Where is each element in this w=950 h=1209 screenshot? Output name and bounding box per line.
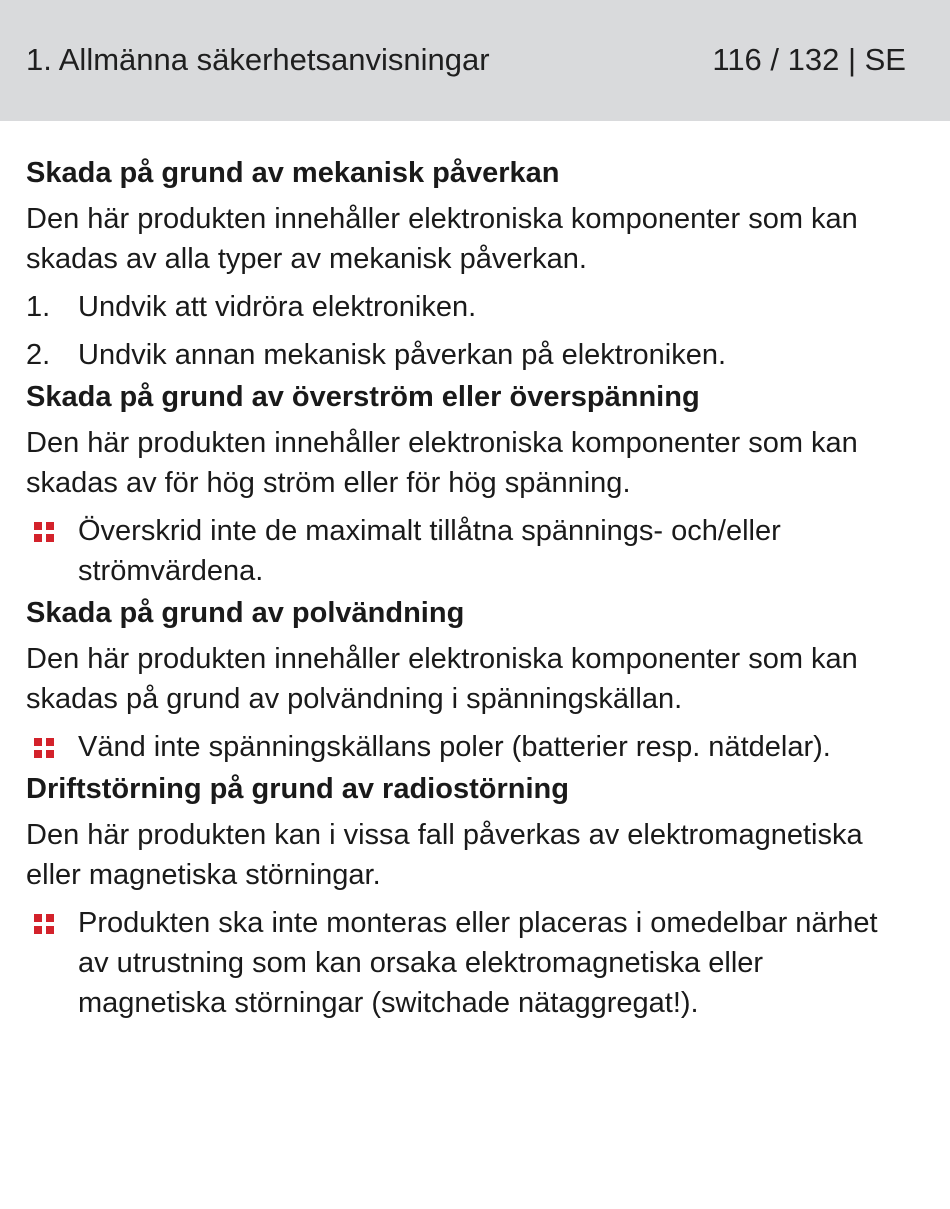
section-heading: Skada på grund av överström eller överspänning	[26, 381, 700, 413]
section-overcurrent-damage	[26, 377, 906, 591]
bullet-list	[26, 903, 906, 1023]
section-mechanical-damage	[26, 153, 906, 375]
chapter-title: 1. Allmänna säkerhetsanvisningar	[26, 42, 490, 77]
page-header	[0, 0, 950, 121]
list-item-text: Vänd inte spänningskällans poler (batterier resp. nätdelar).	[78, 731, 831, 763]
list-item-text: Undvik annan mekanisk påverkan på elektroniken.	[78, 339, 727, 371]
document-body	[26, 153, 906, 1023]
page-number: 116 / 132 | SE	[712, 42, 906, 77]
section-radio-interference	[26, 769, 906, 1023]
list-item	[26, 511, 906, 591]
list-item-text: Överskrid inte de maximalt tillåtna spännings- och/eller strömvärdena.	[78, 515, 781, 587]
list-item	[26, 287, 906, 327]
red-square-bullet-icon	[34, 914, 54, 934]
section-heading: Skada på grund av polvändning	[26, 597, 465, 629]
list-number: 2.	[26, 339, 51, 371]
list-number: 1.	[26, 291, 51, 323]
section-paragraph: Den här produkten kan i vissa fall påverkas av elektromagnetiska eller magnetiska störningar.	[26, 819, 863, 891]
numbered-list	[26, 287, 906, 375]
list-item	[26, 903, 906, 1023]
red-square-bullet-icon	[34, 738, 54, 758]
list-item	[26, 727, 906, 767]
section-paragraph: Den här produkten innehåller elektroniska komponenter som kan skadas på grund av polvändning i spänningskällan.	[26, 643, 858, 715]
section-heading: Skada på grund av mekanisk påverkan	[26, 157, 560, 189]
bullet-list	[26, 727, 906, 767]
section-heading: Driftstörning på grund av radiostörning	[26, 773, 569, 805]
section-paragraph: Den här produkten innehåller elektroniska komponenter som kan skadas av för hög ström eller för hög spänning.	[26, 427, 858, 499]
section-paragraph: Den här produkten innehåller elektroniska komponenter som kan skadas av alla typer av mekanisk påverkan.	[26, 203, 858, 275]
list-item	[26, 335, 906, 375]
red-square-bullet-icon	[34, 522, 54, 542]
bullet-list	[26, 511, 906, 591]
section-polarity-damage	[26, 593, 906, 767]
list-item-text: Produkten ska inte monteras eller placeras i omedelbar närhet av utrustning som kan orsaka elektromagnetiska eller magnetiska störningar (switchade nätaggregat!).	[78, 907, 878, 1019]
list-item-text: Undvik att vidröra elektroniken.	[78, 291, 477, 323]
